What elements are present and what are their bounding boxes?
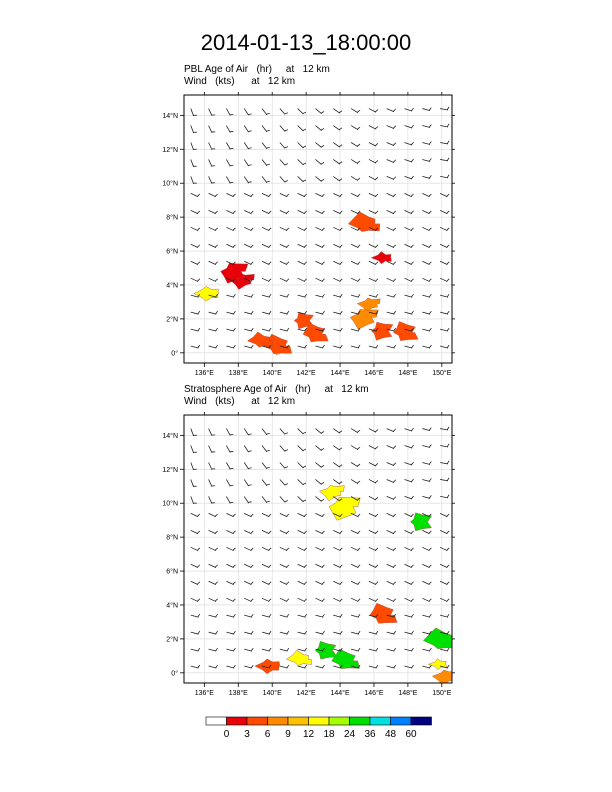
panel2-title-line2: Wind (kts) at 12 km: [184, 396, 296, 407]
y-tick-label: 14°N: [162, 112, 178, 120]
x-tick-label: 140°E: [262, 690, 282, 697]
x-tick-label: 146°E: [364, 690, 384, 697]
x-tick-label: 148°E: [398, 690, 418, 697]
plot-area: [184, 95, 452, 363]
x-tick-label: 140°E: [262, 370, 282, 377]
y-tick-label: 6°N: [166, 568, 178, 576]
legend-label: 0: [223, 729, 230, 740]
x-tick-label: 136°E: [194, 690, 214, 697]
y-tick-label: 0°: [171, 670, 178, 678]
legend-label: 18: [323, 729, 335, 740]
panel-2: [162, 412, 457, 697]
y-tick-label: 2°N: [166, 636, 178, 644]
legend-label: 36: [364, 729, 376, 740]
y-tick-label: 0°: [171, 350, 178, 358]
x-tick-label: 144°E: [330, 690, 350, 697]
x-tick-label: 144°E: [330, 370, 350, 377]
y-tick-label: 4°N: [166, 282, 178, 290]
legend-label: 3: [244, 729, 250, 740]
y-tick-label: 6°N: [166, 248, 178, 256]
y-tick-label: 10°N: [162, 500, 178, 508]
legend-label: 24: [343, 729, 356, 740]
x-tick-label: 150°E: [432, 370, 452, 377]
x-tick-label: 148°E: [398, 370, 418, 377]
plot-area: [184, 415, 452, 683]
legend-label: 6: [264, 729, 271, 740]
y-tick-label: 12°N: [162, 466, 178, 474]
x-tick-label: 138°E: [228, 690, 248, 697]
x-tick-label: 136°E: [194, 370, 214, 377]
y-tick-label: 14°N: [162, 432, 178, 440]
legend-label: 60: [405, 729, 417, 740]
x-tick-label: 150°E: [432, 690, 452, 697]
y-tick-label: 10°N: [162, 180, 178, 188]
panel-1: [162, 92, 455, 377]
legend-label: 12: [302, 729, 315, 740]
legend-label: 48: [384, 729, 397, 740]
y-tick-label: 2°N: [166, 316, 178, 324]
x-tick-label: 142°E: [296, 690, 316, 697]
y-tick-label: 4°N: [166, 602, 178, 610]
x-tick-label: 138°E: [228, 370, 248, 377]
legend-label: 9: [285, 729, 291, 740]
main-title: 2014-01-13_18:00:00: [200, 30, 412, 55]
x-tick-label: 142°E: [296, 370, 316, 377]
panel1-title-line1: PBL Age of Air (hr) at 12 km: [184, 64, 330, 75]
panel2-title-line1: Stratosphere Age of Air (hr) at 12 km: [184, 384, 369, 395]
panel1-title-line2: Wind (kts) at 12 km: [184, 76, 296, 87]
y-tick-label: 12°N: [162, 146, 178, 154]
x-tick-label: 146°E: [364, 370, 384, 377]
y-tick-label: 8°N: [166, 214, 178, 222]
y-tick-label: 8°N: [166, 534, 178, 542]
